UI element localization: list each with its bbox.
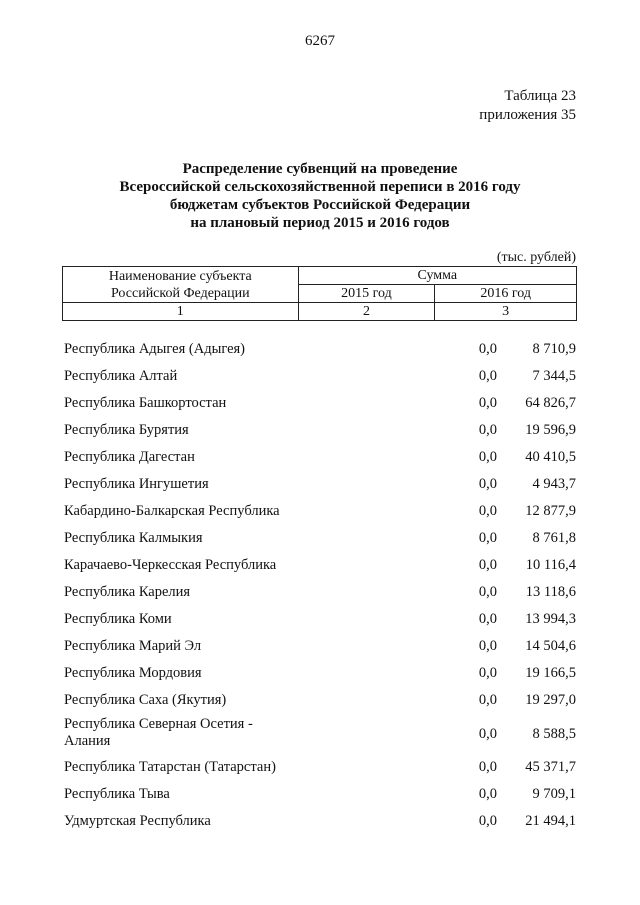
value-2015: 0,0 — [478, 786, 497, 802]
header-col-number: 3 — [435, 303, 577, 321]
table-row — [64, 757, 576, 784]
value-2015: 0,0 — [478, 395, 497, 411]
value-2015: 0,0 — [478, 368, 497, 384]
value-2016: 13 994,3 — [525, 611, 576, 627]
table-reference — [479, 87, 576, 125]
title-line: бюджетам субъектов Российской Федерации — [169, 197, 471, 213]
table-row — [64, 447, 576, 474]
table-row — [64, 393, 576, 420]
value-2015: 0,0 — [478, 557, 497, 573]
table-row — [64, 690, 576, 716]
header-col-number: 2 — [298, 303, 435, 321]
subject-name: Республика Татарстан (Татарстан) — [64, 759, 276, 775]
title-line: Распределение субвенций на проведение — [182, 161, 458, 177]
value-2016: 8 761,8 — [532, 530, 576, 546]
value-2015: 0,0 — [478, 638, 497, 654]
header-sum: Сумма — [298, 267, 576, 285]
table-row — [64, 582, 576, 609]
subject-name: Кабардино-Балкарская Республика — [64, 503, 280, 519]
table-row — [64, 716, 576, 757]
subject-name: Республика Бурятия — [64, 422, 189, 438]
table-row — [64, 663, 576, 690]
subject-name: Республика Мордовия — [64, 665, 202, 681]
value-2015: 0,0 — [478, 476, 497, 492]
header-subject-line: Российской Федерации — [110, 285, 250, 301]
value-2016: 9 709,1 — [532, 786, 576, 802]
table-row — [64, 528, 576, 555]
table-row — [64, 555, 576, 582]
value-2015: 0,0 — [478, 726, 497, 742]
title-line: на плановый период 2015 и 2016 годов — [190, 215, 450, 231]
table-row — [64, 339, 576, 366]
value-2016: 19 297,0 — [525, 692, 576, 708]
header-subject-line: Наименование субъекта — [108, 268, 252, 284]
value-2016: 8 588,5 — [532, 726, 576, 742]
value-2016: 14 504,6 — [525, 638, 576, 654]
value-2016: 64 826,7 — [525, 395, 576, 411]
value-2015: 0,0 — [478, 530, 497, 546]
title-line: Всероссийской сельскохозяйственной переписи в 2016 году — [119, 179, 521, 195]
header-subject — [63, 267, 299, 303]
value-2015: 0,0 — [478, 422, 497, 438]
subject-name: Республика Дагестан — [64, 449, 195, 465]
table-label: Таблица 23 — [504, 88, 576, 104]
table-row — [64, 420, 576, 447]
table-row — [64, 474, 576, 501]
value-2015: 0,0 — [478, 503, 497, 519]
value-2016: 21 494,1 — [525, 813, 576, 829]
value-2016: 19 166,5 — [525, 665, 576, 681]
table-row — [64, 784, 576, 811]
header-col-number: 1 — [63, 303, 299, 321]
value-2016: 7 344,5 — [532, 368, 576, 384]
appendix-label: приложения 35 — [479, 107, 576, 123]
table-row — [64, 811, 576, 838]
subject-name: Республика Адыгея (Адыгея) — [64, 341, 246, 357]
subject-name: Удмуртская Республика — [64, 813, 211, 829]
subject-name: Республика Коми — [64, 611, 172, 627]
table-row — [64, 609, 576, 636]
header-year-2015: 2015 год — [298, 285, 435, 303]
table-header — [62, 266, 577, 321]
value-2015: 0,0 — [478, 759, 497, 775]
subject-name: Республика Башкортостан — [64, 395, 227, 411]
value-2016: 4 943,7 — [532, 476, 576, 492]
table-row — [64, 366, 576, 393]
subject-name: Республика Карелия — [64, 584, 191, 600]
value-2015: 0,0 — [478, 449, 497, 465]
value-2015: 0,0 — [478, 584, 497, 600]
value-2016: 13 118,6 — [525, 584, 576, 600]
value-2015: 0,0 — [478, 692, 497, 708]
value-2015: 0,0 — [478, 341, 497, 357]
value-2015: 0,0 — [478, 665, 497, 681]
table-row — [64, 636, 576, 663]
units-label: (тыс. рублей) — [496, 250, 576, 265]
table-row — [64, 501, 576, 528]
subject-name: Республика Марий Эл — [64, 638, 202, 654]
subject-name: Карачаево-Черкесская Республика — [64, 557, 277, 573]
value-2015: 0,0 — [478, 813, 497, 829]
page-number: 6267 — [305, 33, 335, 49]
subject-name: Республика Северная Осетия - Алания — [64, 716, 253, 749]
header-year-2016: 2016 год — [435, 285, 577, 303]
table-body — [64, 339, 576, 838]
subject-name: Республика Тыва — [64, 786, 170, 802]
subject-name: Республика Ингушетия — [64, 476, 209, 492]
value-2016: 19 596,9 — [525, 422, 576, 438]
value-2016: 10 116,4 — [525, 557, 576, 573]
value-2016: 40 410,5 — [525, 449, 576, 465]
value-2015: 0,0 — [478, 611, 497, 627]
value-2016: 12 877,9 — [525, 503, 576, 519]
subject-name: Республика Алтай — [64, 368, 178, 384]
document-title — [0, 160, 640, 232]
subject-name: Республика Калмыкия — [64, 530, 203, 546]
value-2016: 45 371,7 — [525, 759, 576, 775]
subject-name: Республика Саха (Якутия) — [64, 692, 227, 708]
value-2016: 8 710,9 — [532, 341, 576, 357]
